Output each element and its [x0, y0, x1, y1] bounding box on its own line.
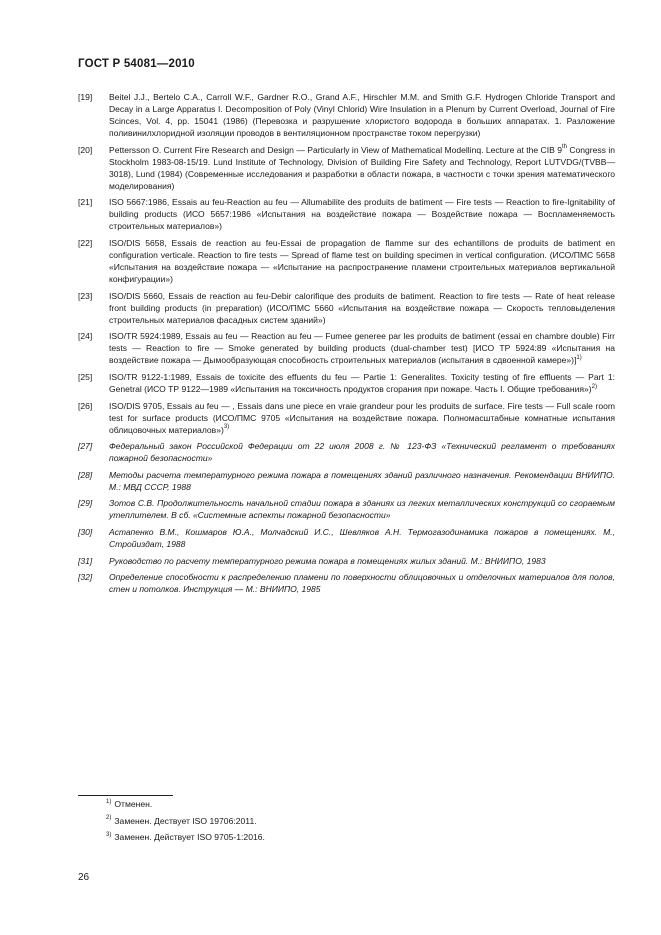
reference-text-main: Beitel J.J., Bertelo C.A., Carroll W.F., Gardner R.O., Grand A.F., Hirschler M.M. and Smith G.F. Hydrogen Chloride Transport and Decay in a Large Apparatus I. Decomposition of Poly (Vinyl Chlorid) Wire Insulation in a Plenum by Current Overload, Journal of Fire Scinces, Vol. 4, pp. 15041 (1986) (Перевозка и разрушение хлористого водорода в больших аппаратах. 1. Разложение поливинилхлоридной изоляции проводов в вентиляционном пространстве током перегрузки)	[109, 92, 615, 139]
reference-item	[78, 400, 615, 436]
reference-text-main: ISO/TR 9122-1:1989, Essais de toxicite des effuents du feu — Partie 1: Generalites. Toxicity testing of fire effluents — Part 1: Genetral (ИСО ТР 9122—1989 «Испытания на токсичность продуктов сгорания при пожаре. Часть I. Общие требования»)	[109, 371, 615, 395]
reference-number: [21]	[78, 197, 93, 208]
reference-number: [27]	[78, 441, 93, 452]
reference-text-continued: Congress in Stockholm 1983-08-15/19. Lund Institute of Technology, Division of Building Fire Safety and Technology, Report LUTVDG/(TVBB—3018), Lund (1984) (Современные исследования и разработки в области пожара, в частности с точки зрения математического моделирования)	[109, 144, 615, 191]
reference-text-main: Руководство по расчету температурного режима пожара в помещениях жилых зданий. М.: ВНИИПО, 1983	[109, 555, 546, 566]
reference-item	[78, 330, 615, 366]
footnote-text: Заменен. Действует ISO 9705-1:2016.	[114, 832, 265, 843]
footnote-item	[106, 815, 265, 827]
reference-number: [26]	[78, 400, 93, 411]
reference-item	[78, 440, 615, 464]
reference-text-main: Определение способности к распределению пламени по поверхности облицовочных и отделочных материалов для полов, стен и потолков. Инструкция — М.: ВНИИПО, 1985	[109, 572, 615, 595]
superscript-mark: 2)	[591, 383, 597, 390]
reference-item	[78, 571, 615, 595]
superscript-mark: 3)	[223, 424, 230, 431]
reference-item	[78, 144, 615, 192]
reference-text	[109, 371, 615, 395]
reference-text-main: Зотов С.В. Продолжительность начальной стадии пожара в зданиях из легких металлических конструкций со сгораемым утеплителем. В сб. «Системные аспекты пожарной безопасности»	[109, 498, 615, 521]
reference-text	[109, 330, 615, 366]
reference-text	[109, 91, 615, 139]
document-header: ГОСТ Р 54081—2010	[78, 58, 195, 70]
reference-text-main: ISO/DIS 9705, Essais au feu — , Essais dans une piece en vraie grandeur pour les produits de surface. Fire tests — Full scale room test for surface products (ИСО/ПМС 9705 «Испытания на воздействие пожара. Полномасштабные комнатные испытания облицовочных материалов»)	[109, 400, 615, 435]
reference-text	[109, 497, 615, 521]
reference-text-main: ISO/DIS 5660, Essais de reaction au feu-Debir calorifique des produits de batiment. Reaction to fire tests — Rate of heat release front building products (in preparation) (ИСО/ПМС 5660 «Испытания на воздействие пожара — Скорость тепловыделения строительных материалов фасадных систем зданий»)	[109, 290, 615, 325]
reference-text	[109, 469, 615, 493]
reference-item	[78, 237, 615, 285]
footnote-list	[106, 798, 265, 848]
reference-number: [29]	[78, 498, 93, 509]
footnote-text: Заменен. Дествует ISO 19706:2011.	[114, 815, 257, 826]
reference-text-main: Астапенко В.М., Кошмаров Ю.А., Молчадский И.С., Шевляков А.Н. Термогазодинамика пожаров в помещениях. М., Стройиздат, 1988	[109, 527, 615, 550]
reference-number: [30]	[78, 527, 93, 537]
reference-item	[78, 290, 615, 326]
superscript-mark: 1)	[576, 355, 582, 362]
reference-number: [24]	[78, 331, 93, 342]
reference-list	[78, 91, 615, 600]
footnote-divider	[78, 795, 173, 796]
reference-text	[109, 237, 615, 285]
reference-number: [31]	[78, 555, 93, 566]
reference-text	[109, 555, 615, 567]
reference-item	[78, 371, 615, 395]
reference-number: [23]	[78, 290, 93, 301]
reference-number: [32]	[78, 572, 93, 583]
reference-item	[78, 497, 615, 521]
reference-text-main: ISO 5667:1986, Essais au feu-Reaction au feu — Allumabilite des produits de batiment — Fire tests — Reaction to fire-Ignitability of building products (ИСО 5657:1986 «Испытания на воздействие пожара — Воздействие пожара — Воспламеняемость строительных материалов»)	[109, 197, 615, 232]
reference-text	[109, 144, 615, 192]
reference-text	[109, 571, 615, 595]
reference-text	[109, 290, 615, 326]
footnote-text: Отменен.	[114, 799, 153, 809]
reference-item	[78, 469, 615, 493]
reference-text	[109, 196, 615, 232]
reference-text	[109, 400, 615, 436]
superscript-mark: th	[561, 144, 567, 151]
reference-number: [25]	[78, 371, 93, 382]
reference-item	[78, 526, 615, 550]
reference-item	[78, 555, 615, 567]
reference-text-main: ISO/DIS 5658, Essais de reaction au feu-Essai de propagation de flamme sur des echantillons de produits de batiment en configuration verticale. Reaction to fire tests — Spread of flame test on building specimen in vertical configuration. (ИСО/ПМС 5658 «Испытания на воздействие пожара — «Испытание на распространение пламени строительных материалов вертикальной конфигурации»)	[109, 238, 615, 285]
footnote-mark: 3)	[106, 831, 112, 838]
footnote-item	[106, 831, 265, 843]
reference-text-main: Методы расчета температурного режима пожара в помещениях зданий различного назначения. Рекомендации ВНИИПО. М.: МВД СССР, 1988	[109, 469, 615, 492]
reference-number: [28]	[78, 469, 93, 480]
reference-text-main: Федеральный закон Российской Федерации от 22 июля 2008 г. № 123-ФЗ «Технический регламент о требованиях пожарной безопасности»	[109, 441, 615, 464]
reference-item	[78, 196, 615, 232]
reference-number: [22]	[78, 238, 93, 249]
reference-text-main: Pettersson O. Current Fire Research and Design — Particularly in View of Mathematical Modellinq. Lecture at the CIB 9	[109, 144, 562, 155]
reference-text	[109, 440, 615, 464]
reference-number: [19]	[78, 92, 93, 102]
reference-item	[78, 91, 615, 139]
page-number: 26	[78, 872, 90, 883]
reference-text-main: ISO/TR 5924:1989, Essais au feu — Reaction au feu — Fumee generee par les produits de batiment (essai en chambre double) Firr tests — Reaction to fire — Smoke generated by building products (dual-chamber test) [ИСО ТР 5924:89 «Испытания на воздействие пожара — Дымообразующая способность строительных материалов (испытания в сдвоенной камере»)]	[109, 331, 615, 366]
reference-text	[109, 526, 615, 550]
footnote-item	[106, 798, 265, 810]
footnote-mark: 1)	[106, 798, 112, 805]
footnote-mark: 2)	[106, 815, 112, 822]
reference-number: [20]	[78, 144, 93, 155]
